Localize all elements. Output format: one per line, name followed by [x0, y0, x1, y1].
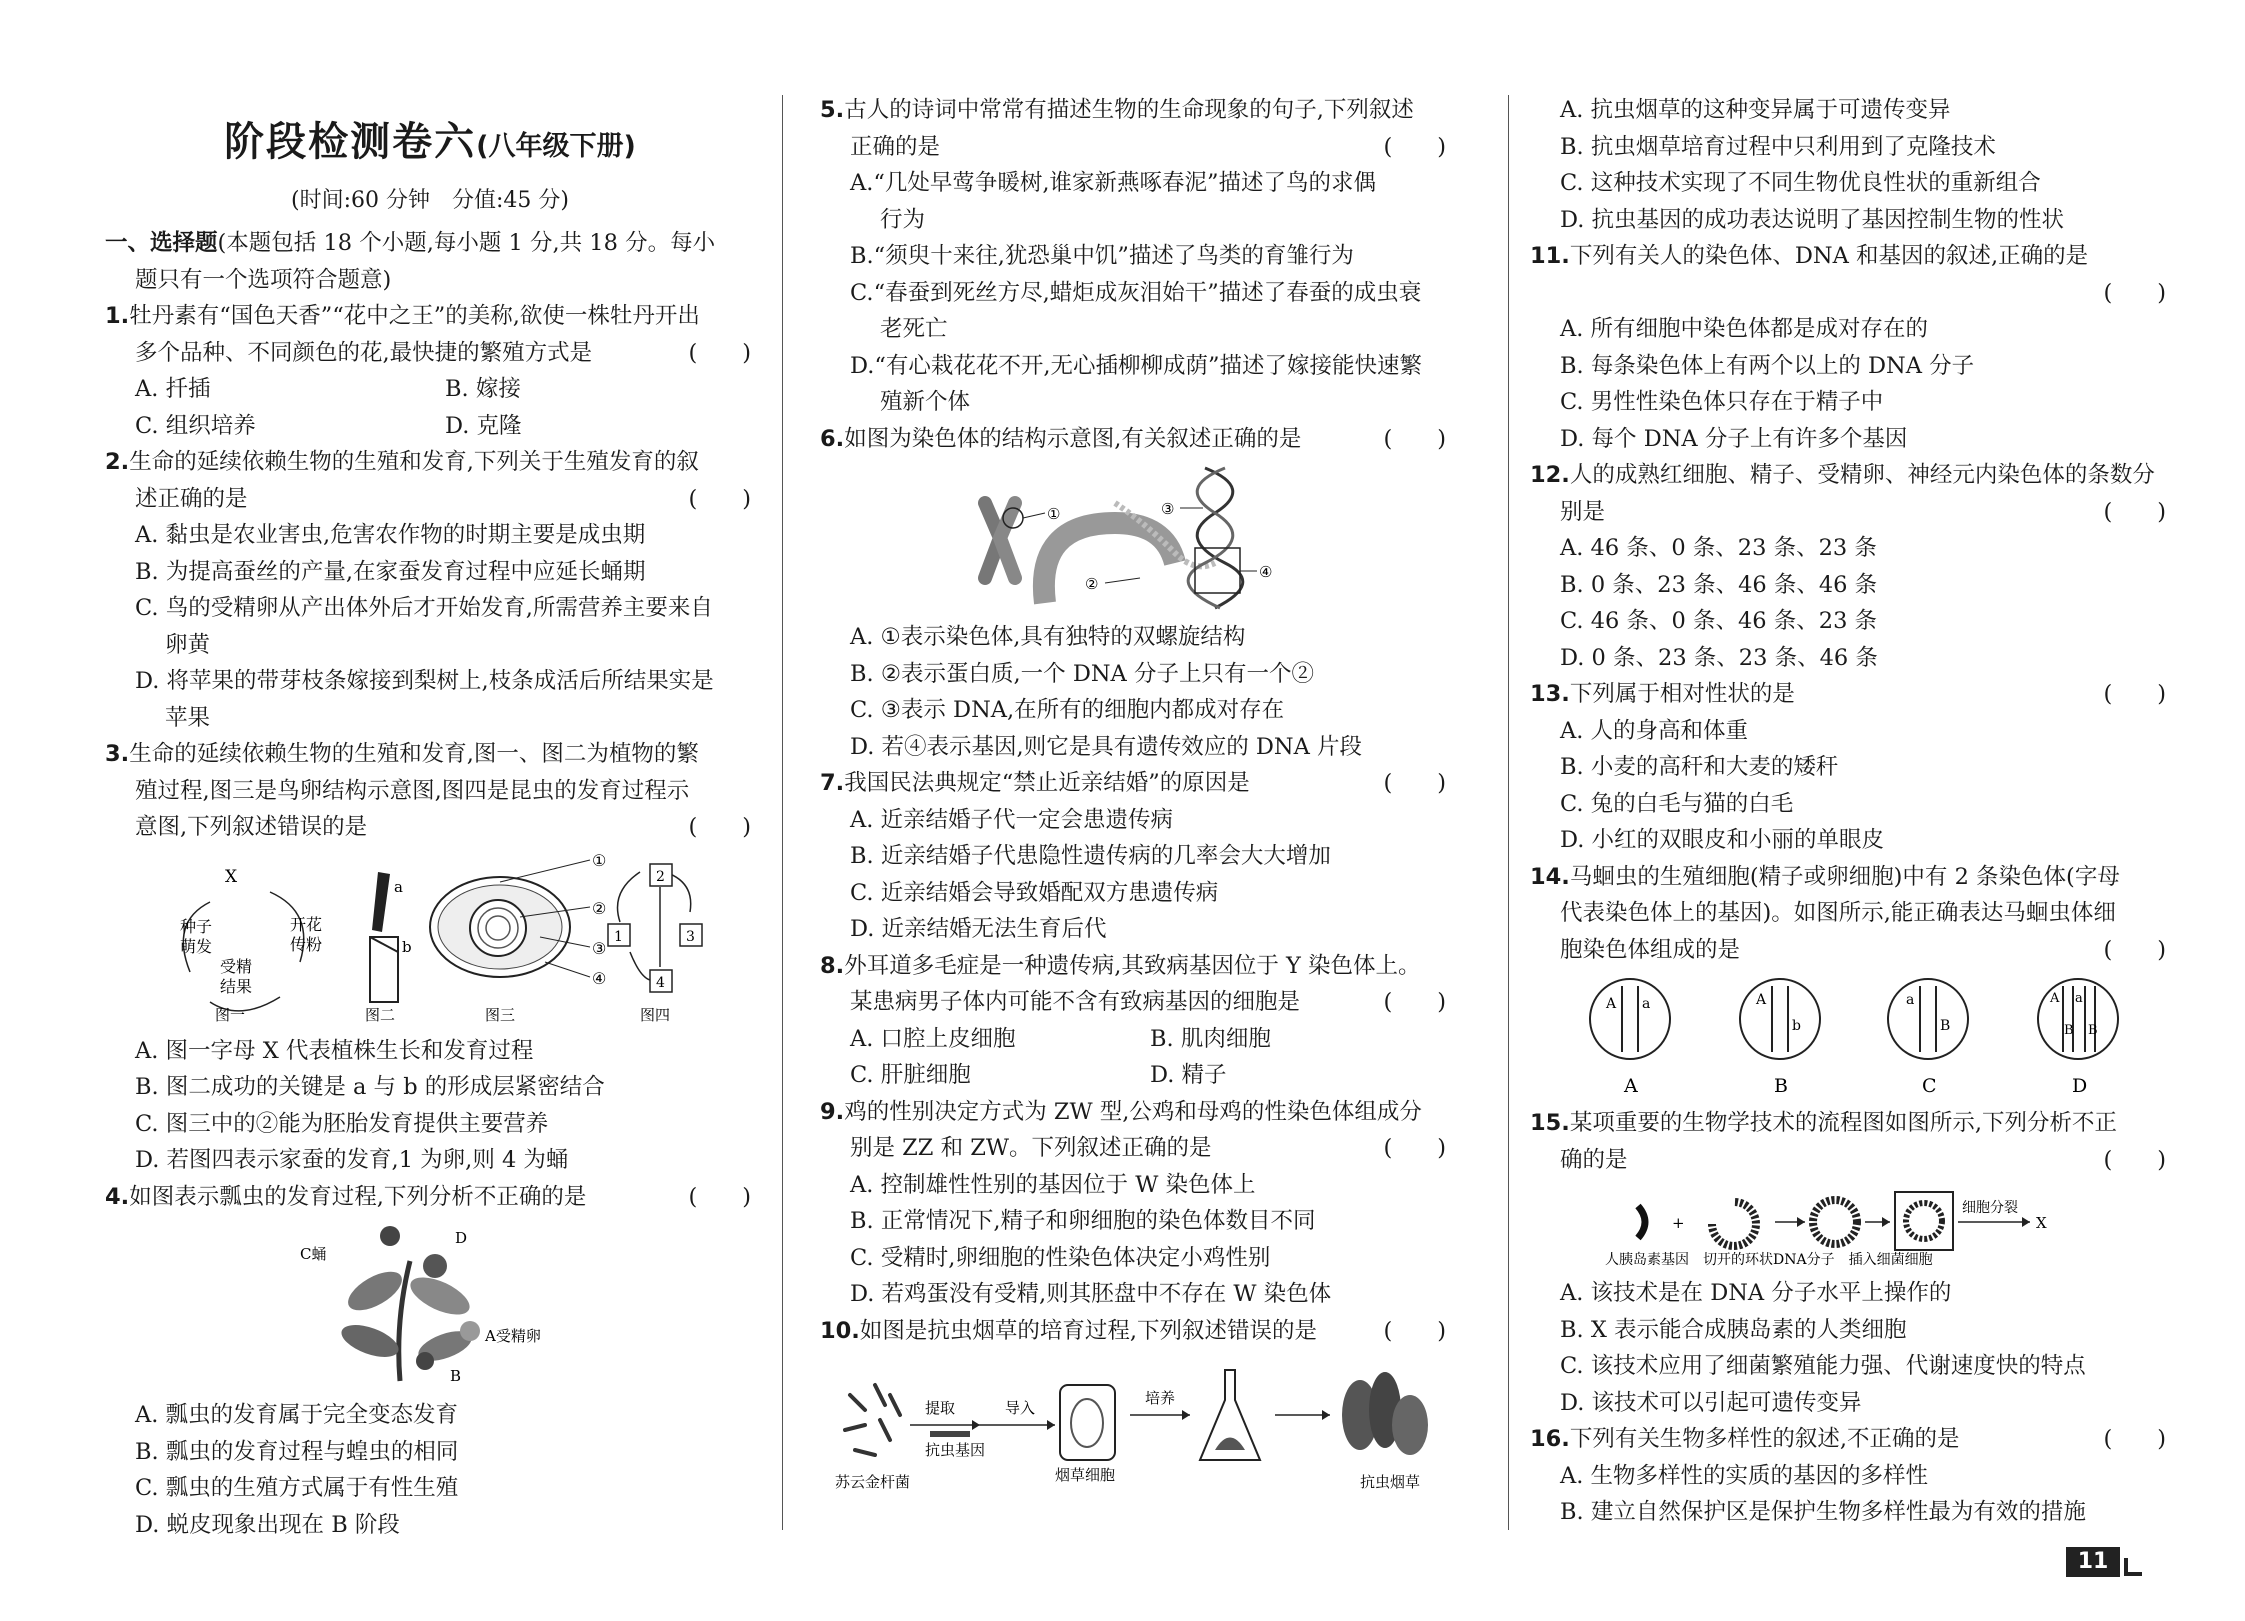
option-c[interactable]: C. 近亲结婚会导致婚配双方患遗传病 [850, 879, 1219, 906]
option-c[interactable]: C. ③表示 DNA,在所有的细胞内都成对存在 [850, 697, 1285, 723]
option-b[interactable]: B. 0 条、23 条、46 条、46 条 [1560, 571, 1878, 598]
column-divider-1 [782, 95, 783, 1530]
answer-paren[interactable]: ( ) [1383, 770, 1446, 796]
insect-resistant-tobacco-figure [830, 1355, 1440, 1495]
svg-text:C: C [1922, 1075, 1937, 1097]
option-b[interactable]: B. 嫁接 [445, 376, 521, 402]
option-a[interactable]: A. 控制雄性性别的基因位于 W 染色体上 [850, 1171, 1256, 1198]
option-d[interactable]: D. 小红的双眼皮和小丽的单眼皮 [1560, 827, 1885, 853]
ladybug-development-figure [280, 1221, 580, 1391]
answer-paren[interactable]: ( ) [2103, 498, 2166, 525]
svg-text:4: 4 [656, 974, 665, 991]
option-c[interactable]: C. 兔的白毛与猫的白毛 [1560, 790, 1794, 817]
answer-paren[interactable]: ( ) [688, 485, 751, 512]
svg-text:④: ④ [1259, 563, 1273, 581]
svg-text:1: 1 [614, 928, 623, 945]
option-c[interactable]: C. 组织培养 [135, 412, 256, 439]
option-b[interactable]: B. 建立自然保护区是保护生物多样性最为有效的措施 [1560, 1499, 2086, 1525]
option-a[interactable]: A.“几处早莺争暖树,谁家新燕啄春泥”描述了鸟的求偶 [850, 170, 1377, 196]
svg-text:B: B [2064, 1023, 2074, 1038]
svg-text:②: ② [1085, 575, 1099, 593]
svg-text:D: D [455, 1229, 468, 1247]
answer-paren[interactable]: ( ) [2103, 279, 2166, 306]
option-b[interactable]: B.“须臾十来往,犹恐巢中饥”描述了鸟类的育雏行为 [850, 243, 1354, 269]
option-c[interactable]: C. 瓢虫的生殖方式属于有性生殖 [135, 1475, 459, 1501]
svg-text:图三: 图三 [485, 1005, 516, 1024]
svg-text:B: B [2088, 1023, 2098, 1038]
svg-text:培养: 培养 [1145, 1389, 1176, 1407]
option-d[interactable]: D. 若鸡蛋没有受精,则其胚盘中不存在 W 染色体 [850, 1281, 1332, 1307]
chromosome-structure-figure [965, 463, 1305, 613]
svg-text:A: A [2050, 991, 2060, 1006]
option-c[interactable]: C. 图三中的②能为胚胎发育提供主要营养 [135, 1110, 549, 1137]
option-d[interactable]: D. 精子 [1150, 1062, 1227, 1088]
question-2: 2.生命的延续依赖生物的生殖和发育,下列关于生殖发育的叙 述正确的是 ( ) A. 黏虫是农业害虫,危害农作物的时期主要是成虫期 B. 为提高蚕丝的产量,在家蚕发育过程中应延长蛹期 C. 鸟的受精卵从产出体外后才开始发育,所需营养主要来自 卵黄 D. 将苹果的带芽枝条嫁接到梨树上,枝条成活后所结果实是 苹果 [105, 444, 755, 736]
option-a[interactable]: A. 46 条、0 条、23 条、23 条 [1560, 535, 1877, 561]
option-d[interactable]: D. 抗虫基因的成功表达说明了基因控制生物的性状 [1560, 206, 2065, 233]
option-b[interactable]: B. 小麦的高秆和大麦的矮秆 [1560, 754, 1839, 780]
option-a[interactable]: A. 人的身高和体重 [1560, 717, 1749, 744]
question-10-options [1530, 92, 2170, 238]
svg-text:X: X [2036, 1214, 2047, 1232]
svg-text:+: + [1672, 1214, 1685, 1232]
answer-paren[interactable]: ( ) [1383, 1317, 1446, 1344]
option-b[interactable]: B. 肌肉细胞 [1150, 1025, 1271, 1052]
svg-text:a: a [2075, 991, 2083, 1006]
svg-text:②: ② [592, 898, 607, 918]
svg-text:苏云金杆菌: 苏云金杆菌 [835, 1473, 911, 1491]
svg-text:B: B [1940, 1018, 1951, 1034]
svg-text:D: D [2072, 1075, 2088, 1097]
question-8: 8.外耳道多毛症是一种遗传病,其致病基因位于 Y 染色体上。 某患病男子体内可能不含有致病基因的细胞是 ( ) A. 口腔上皮细胞 B. 肌肉细胞 C. 肝脏细胞 D. 精子 [820, 948, 1450, 1094]
svg-text:抗虫烟草: 抗虫烟草 [1360, 1473, 1421, 1491]
option-d[interactable]: D.“有心栽花花不开,无心插柳柳成荫”描述了嫁接能快速繁 [850, 352, 1423, 379]
column-2 [820, 92, 1450, 1501]
option-d[interactable]: D. 克隆 [445, 412, 522, 439]
answer-paren[interactable]: ( ) [2103, 936, 2166, 963]
svg-text:图一: 图一 [215, 1005, 246, 1024]
option-d[interactable]: D. 近亲结婚无法生育后代 [850, 916, 1107, 942]
exam-info: (时间:60 分钟 分值:45 分) [291, 188, 569, 213]
option-a[interactable]: A. 口腔上皮细胞 [850, 1025, 1016, 1052]
svg-text:B: B [1774, 1075, 1788, 1097]
option-b[interactable]: B. 瓢虫的发育过程与蝗虫的相同 [135, 1438, 459, 1465]
question-1: 1.牡丹素有“国色天香”“花中之王”的美称,欲使一株牡丹开出 多个品种、不同颜色的花,最快捷的繁殖方式是 ( ) A. 扦插 B. 嫁接 C. 组织培养 D. 克隆 [105, 298, 755, 444]
question-14: 14.马蛔虫的生殖细胞(精子或卵细胞)中有 2 条染色体(字母 代表染色体上的基因)。如图所示,能正确表达马蛔虫体细 胞染色体组成的是 ( ) A a A A b B a B C A a B B D [1530, 859, 2170, 1100]
svg-text:萌发: 萌发 [180, 936, 213, 956]
svg-text:导入: 导入 [1005, 1399, 1036, 1417]
svg-text:图二: 图二 [365, 1005, 396, 1024]
question-7: 7.我国民法典规定“禁止近亲结婚”的原因是 ( ) A. 近亲结婚子代一定会患遗传病 B. 近亲结婚子代患隐性遗传病的几率会大大增加 C. 近亲结婚会导致婚配双方患遗传病 D. 近亲结婚无法生育后代 [820, 765, 1450, 948]
answer-paren[interactable]: ( ) [1383, 425, 1446, 452]
option-b[interactable]: B. 近亲结婚子代患隐性遗传病的几率会大大增加 [850, 843, 1331, 869]
svg-text:细胞分裂: 细胞分裂 [1962, 1200, 2018, 1216]
option-b[interactable]: B. 正常情况下,精子和卵细胞的染色体数目不同 [850, 1208, 1316, 1234]
svg-text:③: ③ [1161, 500, 1175, 518]
option-c[interactable]: C.“春蚕到死丝方尽,蜡炬成灰泪始干”描述了春蚕的成虫衰 [850, 279, 1422, 306]
column-1: 阶段检测卷六(八年级下册) (时间:60 分钟 分值:45 分) 一、选择题(本题包括 18 个小题,每小题 1 分,共 18 分。每小 题只有一个选项符合题意) 1.牡丹素有“国色天香”“花中之王”的美称,欲使一株牡丹开出 多个品种、不同颜色的花,最快捷的繁殖方式是 ( ) A. 扦插 B. 嫁接 C. 组织培养 D. 克隆 2.生命的延续依赖生物的生殖和发育,下列关于生殖发育的叙 述正确的是 ( ) A. 黏虫是农业害虫,危害农作物的时期主要是成虫期 B. 为提高蚕丝的产量,在家蚕发育过程中应延长蛹期 C. 鸟的受精卵从产出体外后才开始发育,所需营养主要来自 卵黄 D. 将苹果的带芽枝条嫁接到梨树上,枝条成活后所结果实是 苹果 3.生命的延续依赖生物的生殖和发育,图一、图二为植物的繁 殖过程,图三是鸟卵结构示意图,图四是昆虫的发育过程示 意图,下列叙述错误的是 ( ) X 种子 萌发 开花 传粉 受精 结果 图一 a b 图二 ① ② ③ ④ 图三 2 1 3 4 图四 A. 图一字母 X 代表植株生长和发育过程 B. 图二成功的关键是 a 与 b 的形成层紧密结合 C. 图三中的②能为胚胎发育提供主要营养 D. 若图四表示家蚕的发育,1 为卵,则 4 为蛹 4.如图表示瓢虫的发育过程,下列分析不正确的是 ( ) C蛹 D A受精卵 B A. 瓢虫的发育属于完全变态发育 B. 瓢虫的发育过程与蝗虫的相同 C. 瓢虫的生殖方式属于有性生殖 D. 蜕皮现象出现在 B 阶段 [105, 92, 755, 1543]
option-d[interactable]: D. 0 条、23 条、23 条、46 条 [1560, 644, 1878, 671]
option-a[interactable]: A. 图一字母 X 代表植株生长和发育过程 [135, 1037, 534, 1064]
chromosome-cells-figure [1550, 974, 2150, 1099]
page-number: 11 [2066, 1547, 2120, 1577]
option-b[interactable]: B. 抗虫烟草培育过程中只利用到了克隆技术 [1560, 133, 1996, 160]
svg-text:3: 3 [686, 928, 695, 945]
question-4: 4.如图表示瓢虫的发育过程,下列分析不正确的是 ( ) C蛹 D A受精卵 B A. 瓢虫的发育属于完全变态发育 B. 瓢虫的发育过程与蝗虫的相同 C. 瓢虫的生殖方式属于有性生殖 D. 蜕皮现象出现在 B 阶段 [105, 1179, 755, 1544]
answer-paren[interactable]: ( ) [688, 339, 751, 366]
option-b[interactable]: B. X 表示能合成胰岛素的人类细胞 [1560, 1316, 1907, 1343]
question-11: 11.下列有关人的染色体、DNA 和基因的叙述,正确的是 ( ) A. 所有细胞中染色体都是成对存在的 B. 每条染色体上有两个以上的 DNA 分子 C. 男性性染色体只存在于精子中 D. 每个 DNA 分子上有许多个基因 [1530, 238, 2170, 457]
option-a[interactable]: A. 所有细胞中染色体都是成对存在的 [1560, 316, 1929, 342]
svg-text:图四: 图四 [640, 1005, 671, 1024]
svg-text:①: ① [1047, 505, 1061, 523]
svg-text:a: a [1642, 996, 1651, 1012]
question-16: 16.下列有关生物多样性的叙述,不正确的是 ( ) A. 生物多样性的实质的基因的多样性 B. 建立自然保护区是保护生物多样性最为有效的措施 [1530, 1421, 2170, 1531]
option-c[interactable]: C. 受精时,卵细胞的性染色体决定小鸡性别 [850, 1244, 1271, 1271]
svg-text:2: 2 [656, 868, 665, 885]
option-b[interactable]: B. ②表示蛋白质,一个 DNA 分子上只有一个② [850, 660, 1314, 687]
svg-text:A: A [1756, 992, 1767, 1008]
answer-paren[interactable]: ( ) [1383, 989, 1446, 1015]
svg-text:④: ④ [592, 968, 607, 988]
option-a[interactable]: A. ①表示染色体,具有独特的双螺旋结构 [850, 624, 1246, 650]
option-a[interactable]: A. 扦插 [135, 376, 211, 402]
question-10: 10.如图是抗虫烟草的培育过程,下列叙述错误的是 ( ) 苏云金杆菌 提取 抗虫基因 导入 烟草细胞 培养 抗虫烟草 [820, 1313, 1450, 1496]
option-a[interactable]: A. 生物多样性的实质的基因的多样性 [1560, 1462, 1929, 1489]
option-d[interactable]: D. 蜕皮现象出现在 B 阶段 [135, 1511, 400, 1538]
page-title: 阶段检测卷六(八年级下册) [224, 119, 636, 165]
option-c[interactable]: C. 男性性染色体只存在于精子中 [1560, 389, 1884, 415]
option-c[interactable]: C. 肝脏细胞 [850, 1062, 971, 1088]
svg-text:③: ③ [592, 938, 607, 958]
svg-text:A: A [1624, 1075, 1638, 1097]
svg-text:受精: 受精 [220, 956, 253, 976]
svg-text:b: b [1792, 1018, 1801, 1034]
column-3 [1530, 92, 2170, 1531]
svg-text:C蛹: C蛹 [300, 1245, 327, 1263]
svg-text:种子: 种子 [180, 916, 213, 936]
option-a[interactable]: A. 近亲结婚子代一定会患遗传病 [850, 806, 1174, 833]
option-b[interactable]: B. 每条染色体上有两个以上的 DNA 分子 [1560, 352, 1975, 379]
option-a[interactable]: A. 黏虫是农业害虫,危害农作物的时期主要是成虫期 [135, 522, 646, 548]
svg-text:B: B [450, 1367, 462, 1385]
option-d[interactable]: D. 每个 DNA 分子上有许多个基因 [1560, 425, 1908, 452]
column-divider-2 [1508, 95, 1509, 1530]
answer-paren[interactable]: ( ) [2103, 1146, 2166, 1173]
option-d[interactable]: D. 若④表示基因,则它是具有遗传效应的 DNA 片段 [850, 733, 1362, 760]
option-a[interactable]: A. 抗虫烟草的这种变异属于可遗传变异 [1560, 97, 1951, 123]
question-6: 6.如图为染色体的结构示意图,有关叙述正确的是 ( ) ① ② ③ ④ A. ①表示染色体,具有独特的双螺旋结构 B. ②表示蛋白质,一个 DNA 分子上只有一个② C. ③表示 DNA,在所有的细胞内都成对存在 D. 若④表示基因,则它是具有遗传效应的 DNA 片段 [820, 421, 1450, 766]
question-13: 13.下列属于相对性状的是 ( ) A. 人的身高和体重 B. 小麦的高秆和大麦的矮秆 C. 兔的白毛与猫的白毛 D. 小红的双眼皮和小丽的单眼皮 [1530, 676, 2170, 859]
svg-text:A: A [1606, 996, 1617, 1012]
question-9: 9.鸡的性别决定方式为 ZW 型,公鸡和母鸡的性染色体组成分 别是 ZZ 和 ZW。下列叙述正确的是 ( ) A. 控制雄性性别的基因位于 W 染色体上 B. 正常情况下,精子和卵细胞的染色体数目不同 C. 受精时,卵细胞的性染色体决定小鸡性别 D. 若鸡蛋没有受精,则其胚盘中不存在 W 染色体 [820, 1094, 1450, 1313]
answer-paren[interactable]: ( ) [1383, 1135, 1446, 1161]
answer-paren[interactable]: ( ) [2103, 1426, 2166, 1452]
option-d[interactable]: D. 将苹果的带芽枝条嫁接到梨树上,枝条成活后所结果实是 [135, 668, 714, 694]
answer-paren[interactable]: ( ) [1383, 133, 1446, 160]
question-15: 15.某项重要的生物学技术的流程图如图所示,下列分析不正 确的是 ( ) + 细胞分裂 X 人胰岛素基因 切开的环状DNA分子 插入细菌细胞 A. 该技术是在 DNA 分子水平上操作的 B. X 表示能合成胰岛素的人类细胞 C. 该技术应用了细菌繁殖能力强、代谢速度快的特点 D. 该技术可以引起可遗传变异 [1530, 1105, 2170, 1421]
svg-text:①: ① [592, 851, 607, 870]
svg-text:结果: 结果 [220, 976, 253, 996]
question-5: 5.古人的诗词中常常有描述生物的生命现象的句子,下列叙述 正确的是 ( ) A.“几处早莺争暖树,谁家新燕啄春泥”描述了鸟的求偶 行为 B.“须臾十来往,犹恐巢中饥”描述了鸟类的育雏行为 C.“春蚕到死丝方尽,蜡炬成灰泪始干”描述了春蚕的成虫衰 老死亡 D.“有心栽花花不开,无心插柳柳成荫”描述了嫁接能快速繁 殖新个体 [820, 92, 1450, 421]
option-d[interactable]: D. 若图四表示家蚕的发育,1 为卵,则 4 为蛹 [135, 1147, 569, 1173]
svg-text:开花: 开花 [290, 914, 323, 934]
answer-paren[interactable]: ( ) [2103, 681, 2166, 707]
option-b[interactable]: B. 图二成功的关键是 a 与 b 的形成层紧密结合 [135, 1074, 605, 1100]
option-c[interactable]: C. 鸟的受精卵从产出体外后才开始发育,所需营养主要来自 [135, 595, 713, 621]
option-d[interactable]: D. 该技术可以引起可遗传变异 [1560, 1389, 1862, 1416]
option-c[interactable]: C. 该技术应用了细菌繁殖能力强、代谢速度快的特点 [1560, 1353, 2086, 1379]
corner-mark-icon [2124, 1558, 2142, 1576]
reproduction-figure [150, 852, 710, 1027]
answer-paren[interactable]: ( ) [688, 1183, 751, 1210]
option-b[interactable]: B. 为提高蚕丝的产量,在家蚕发育过程中应延长蛹期 [135, 558, 646, 585]
answer-paren[interactable]: ( ) [688, 814, 751, 840]
svg-text:烟草细胞: 烟草细胞 [1055, 1466, 1116, 1484]
svg-text:X: X [225, 866, 238, 887]
svg-text:a: a [394, 877, 403, 896]
svg-text:抗虫基因: 抗虫基因 [925, 1441, 986, 1459]
option-c[interactable]: C. 这种技术实现了不同生物优良性状的重新组合 [1560, 170, 2041, 196]
svg-text:提取: 提取 [925, 1399, 956, 1417]
gene-engineering-flow-figure [1600, 1184, 2100, 1269]
option-a[interactable]: A. 该技术是在 DNA 分子水平上操作的 [1560, 1280, 1952, 1306]
option-a[interactable]: A. 瓢虫的发育属于完全变态发育 [135, 1402, 459, 1428]
section-heading: 一、选择题(本题包括 18 个小题,每小题 1 分,共 18 分。每小 [105, 230, 716, 256]
svg-text:A受精卵: A受精卵 [485, 1327, 541, 1345]
question-3: 3.生命的延续依赖生物的生殖和发育,图一、图二为植物的繁 殖过程,图三是鸟卵结构示意图,图四是昆虫的发育过程示 意图,下列叙述错误的是 ( ) X 种子 萌发 开花 传粉 受精 结果 图一 a b 图二 ① ② ③ ④ 图三 2 1 3 4 图四 A. 图一字母 X 代表植株生长和发育过程 B. 图二成功的关键是 a 与 b 的形成层紧密结合 C. 图三中的②能为胚胎发育提供主要营养 D. 若图四表示家蚕的发育,1 为卵,则 4 为蛹 [105, 736, 755, 1179]
svg-text:人胰岛素基因 切开的环状DNA分子 插入细菌细胞: 人胰岛素基因 切开的环状DNA分子 插入细菌细胞 [1605, 1252, 1933, 1268]
option-c[interactable]: C. 46 条、0 条、46 条、23 条 [1560, 608, 1878, 634]
svg-text:a: a [1906, 992, 1915, 1008]
question-12: 12.人的成熟红细胞、精子、受精卵、神经元内染色体的条数分 别是 ( ) A. 46 条、0 条、23 条、23 条 B. 0 条、23 条、46 条、46 条 C. 46 条、0 条、46 条、23 条 D. 0 条、23 条、23 条、46 条 [1530, 457, 2170, 676]
svg-text:b: b [402, 937, 412, 956]
svg-text:传粉: 传粉 [290, 934, 323, 954]
